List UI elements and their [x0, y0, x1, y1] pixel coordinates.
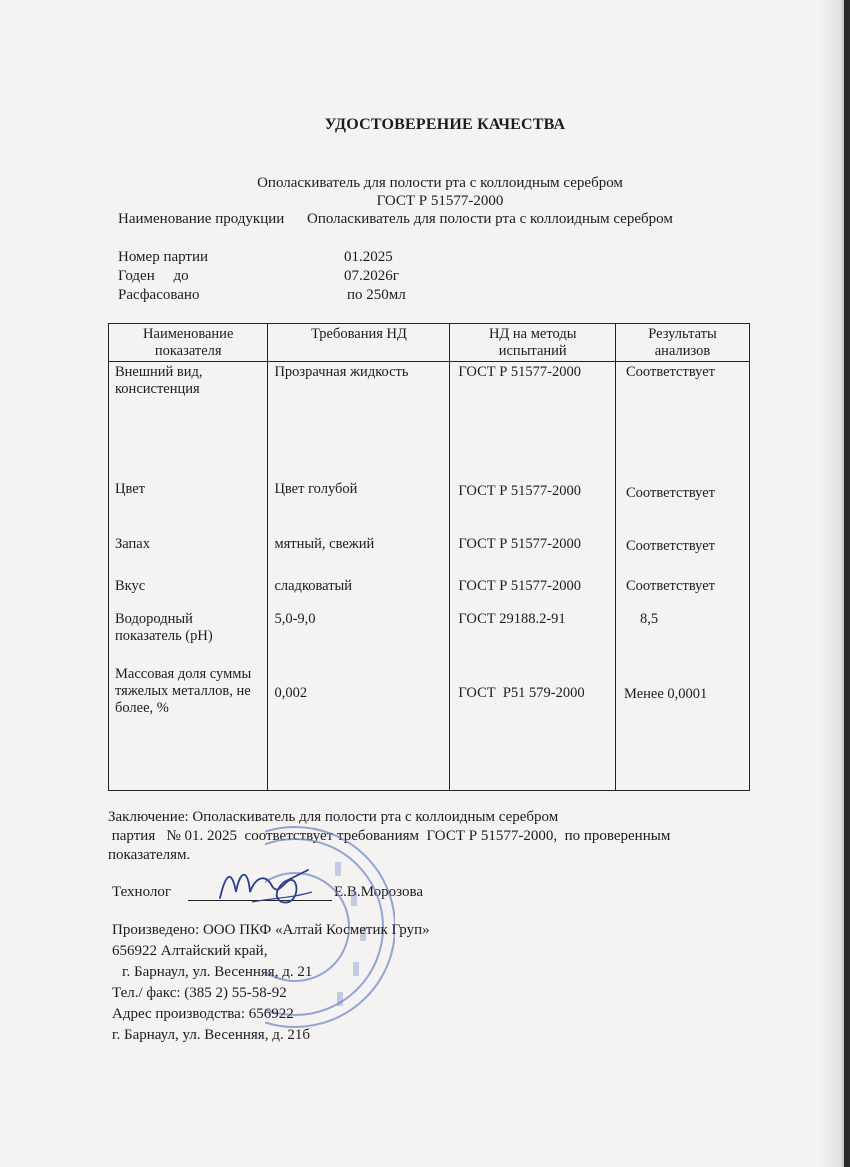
manufacturer-line-3: г. Барнаул, ул. Весенняя, д. 21	[122, 964, 313, 980]
packed-label: Расфасовано	[118, 287, 200, 303]
manufacturer-line-1: Произведено: ООО ПКФ «Алтай Косметик Груп»	[112, 922, 430, 938]
column-results	[616, 362, 750, 791]
document-title: УДОСТОВЕРЕНИЕ КАЧЕСТВА	[324, 116, 566, 133]
table-cell: ГОСТ Р 51577-2000	[458, 536, 581, 553]
conclusion-line-3: показателям.	[108, 847, 191, 863]
manufacturer-line-5: Адрес производства: 656922	[112, 1006, 294, 1022]
manufacturer-phone: Тел./ факс: (385 2) 55-58-92	[112, 985, 287, 1001]
header-results: Результаты анализов	[616, 324, 750, 362]
table-cell: Соответствует	[626, 578, 715, 595]
table-cell: Запах	[115, 536, 150, 553]
manufacturer-line-2: 656922 Алтайский край,	[112, 943, 268, 959]
conclusion-line-2: партия № 01. 2025 соответствует требованиям ГОСТ Р 51577-2000, по проверенным	[108, 828, 671, 844]
packed-value: по 250мл	[347, 287, 406, 303]
table-cell: ГОСТ 29188.2-91	[458, 611, 566, 628]
conclusion-line-1: Заключение: Ополаскиватель для полости рта с коллоидным серебром	[108, 809, 559, 825]
signature-image	[212, 862, 322, 912]
table-cell: Менее 0,0001	[624, 686, 708, 703]
quality-table	[108, 323, 750, 791]
table-header-row	[109, 324, 750, 362]
table-cell: Вкус	[115, 578, 146, 595]
expiry-value: 07.2026г	[344, 268, 399, 284]
product-label: Наименование продукции	[118, 211, 285, 227]
batch-value: 01.2025	[344, 249, 393, 265]
table-cell: мятный, свежий	[274, 536, 375, 553]
document-gost: ГОСТ Р 51577-2000	[376, 193, 504, 209]
table-body-row	[109, 362, 750, 791]
table-cell: Соответствует	[626, 538, 715, 555]
column-indicator	[109, 362, 268, 791]
table-cell: Массовая доля суммы тяжелых металлов, не более, %	[115, 666, 252, 716]
table-cell: 0,002	[274, 685, 308, 702]
manufacturer-line-6: г. Барнаул, ул. Весенняя, д. 21б	[112, 1027, 310, 1043]
signoff-name: Е.В.Морозова	[334, 884, 424, 900]
header-test-methods: НД на методы испытаний	[450, 324, 616, 362]
table-cell: 8,5	[640, 611, 659, 628]
table-cell: ГОСТ Р 51577-2000	[458, 578, 581, 595]
table-cell: сладковатый	[274, 578, 353, 595]
table-cell: Соответствует	[626, 485, 715, 502]
column-test-methods	[450, 362, 616, 791]
column-requirements	[268, 362, 450, 791]
document-subtitle: Ополаскиватель для полости рта с коллоидным серебром	[257, 175, 623, 191]
header-indicator: Наименование показателя	[109, 324, 268, 362]
table-cell: Цвет голубой	[274, 481, 358, 498]
batch-label: Номер партии	[118, 249, 209, 265]
table-cell: Водородный показатель (рН)	[115, 611, 213, 645]
table-cell: ГОСТ Р 51577-2000	[458, 364, 581, 381]
table-cell: Внешний вид, консистенция	[115, 364, 203, 398]
product-value: Ополаскиватель для полости рта с коллоидным серебром	[307, 211, 673, 227]
table-cell: Соответствует	[626, 364, 715, 381]
table-cell: 5,0-9,0	[274, 611, 316, 628]
table-cell: Цвет	[115, 481, 146, 498]
table-cell: Прозрачная жидкость	[274, 364, 409, 381]
expiry-label: Годен до	[118, 268, 189, 284]
signoff-role: Технолог	[112, 884, 172, 900]
table-cell: ГОСТ Р51 579-2000	[458, 685, 585, 702]
table-cell: ГОСТ Р 51577-2000	[458, 483, 581, 500]
header-requirements: Требования НД	[268, 324, 450, 362]
